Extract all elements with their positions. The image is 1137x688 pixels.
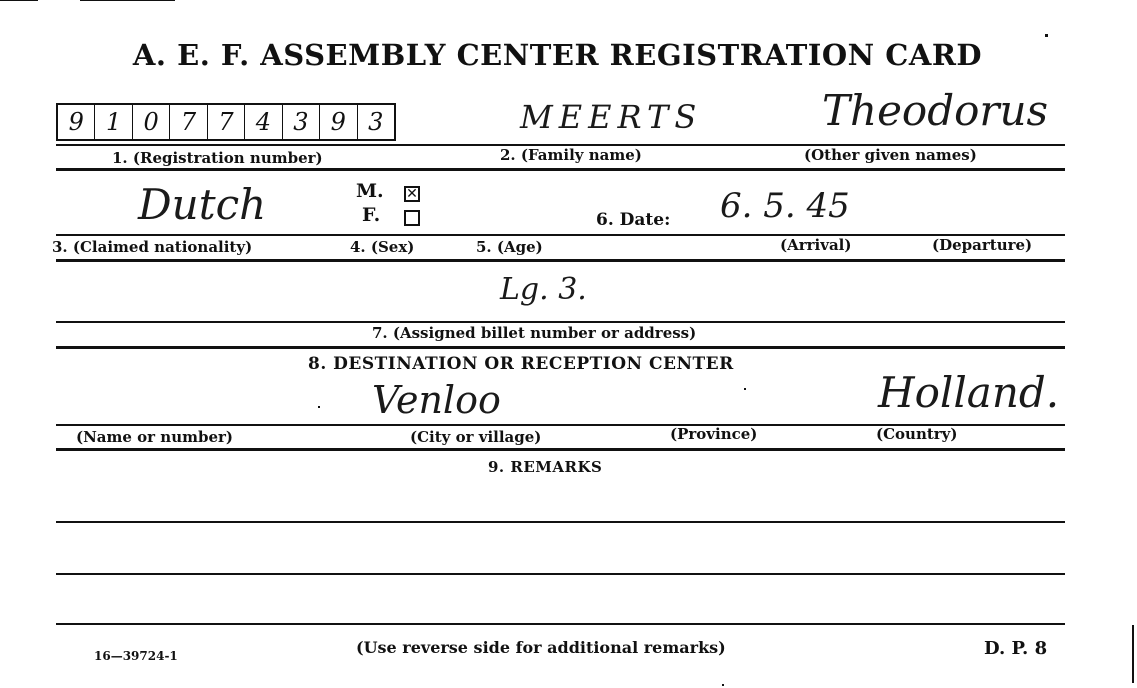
rule-row4-bottom [56,448,1065,451]
label-registration-number: 1. (Registration number) [112,149,323,167]
card-title: A. E. F. ASSEMBLY CENTER REGISTRATION CARD [132,38,983,72]
speck [318,406,320,408]
label-province: (Province) [670,425,758,443]
label-other-given-names: (Other given names) [804,146,977,164]
sex-f-label: F. [362,204,381,226]
reg-digit: 3 [283,105,320,139]
label-remarks: 9. REMARKS [488,458,603,476]
form-number: 16—39724-1 [94,649,178,663]
top-left-rule [0,0,38,1]
sex-f-checkbox[interactable] [404,210,420,226]
speck [1045,34,1048,37]
label-age: 5. (Age) [476,238,543,256]
label-name-or-number: (Name or number) [76,428,234,446]
reg-digit: 1 [95,105,132,139]
registration-number-box [56,103,396,141]
label-country: (Country) [876,425,958,443]
reg-digit: 7 [170,105,207,139]
reg-digit: 9 [320,105,357,139]
arrival-date-value: 6. 5. 45 [720,186,850,226]
rule-row3 [56,321,1065,323]
label-claimed-nationality: 3. (Claimed nationality) [52,238,253,256]
form-code: D. P. 8 [984,638,1048,659]
rule-row1-bottom [56,168,1065,171]
reg-digit: 7 [208,105,245,139]
label-date: 6. Date: [596,210,671,230]
nationality-value: Dutch [138,180,267,229]
label-billet: 7. (Assigned billet number or address) [372,324,697,342]
rule-row3-bottom [56,346,1065,349]
sex-m-label: M. [356,180,384,202]
city-value: Venloo [372,378,501,422]
top-rule [80,0,175,1]
label-departure: (Departure) [932,236,1033,254]
rule-row2-bottom [56,259,1065,262]
label-destination: 8. DESTINATION OR RECEPTION CENTER [308,354,734,374]
label-family-name: 2. (Family name) [500,146,642,164]
label-sex: 4. (Sex) [350,238,415,256]
family-name-value: MEERTS [520,98,703,136]
rule-row2 [56,234,1065,236]
speck [722,684,724,686]
reg-digit: 3 [368,108,384,136]
reg-digit: 9 [58,105,95,139]
remarks-line-2 [56,573,1065,575]
billet-value: Lg. 3. [500,272,587,307]
remarks-line-3 [56,623,1065,625]
sex-m-checkbox[interactable] [404,186,420,202]
label-city-or-village: (City or village) [410,428,542,446]
given-names-value: Theodorus [822,86,1049,135]
right-edge-mark [1132,625,1134,683]
reg-digit: 0 [133,105,170,139]
remarks-line-1 [56,521,1065,523]
footer-note: (Use reverse side for additional remarks) [356,638,726,657]
country-value: Holland. [878,368,1060,417]
speck [744,388,746,390]
reg-digit: 4 [245,105,282,139]
check-mark-icon: ✕ [406,186,418,202]
label-arrival: (Arrival) [780,236,852,254]
